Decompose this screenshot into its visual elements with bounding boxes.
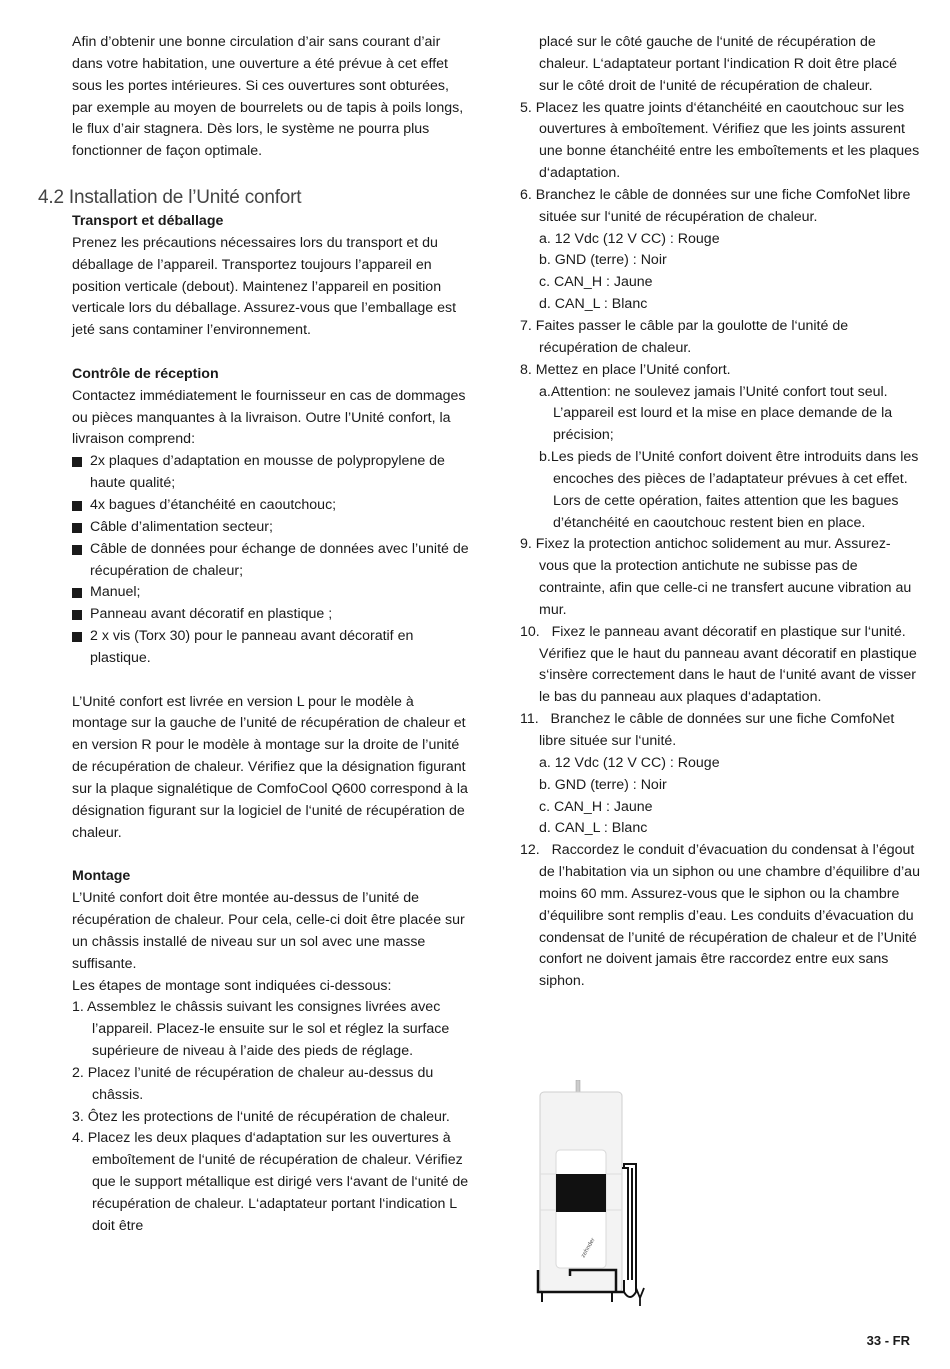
unit-illustration	[520, 1080, 660, 1310]
step-item: 6. Branchez le câble de données sur une fiche ComfoNet libre située sur l‘unité de récupération de chaleur.	[520, 186, 911, 225]
right-column	[520, 32, 920, 993]
bullet-square-icon	[72, 457, 82, 467]
bullet-square-icon	[72, 545, 82, 555]
section-heading: 4.2 Installation de l’Unité confort	[38, 187, 302, 208]
list-item: Panneau avant décoratif en plastique ;	[72, 604, 472, 626]
left-column	[72, 32, 472, 163]
list-item: 4x bagues d’étanchéité en caoutchouc;	[72, 495, 472, 517]
reception-text: Contactez immédiatement le fournisseur en cas de dommages ou pièces manquantes à la livraison. Outre l’Unité confort, la livraison comprend:	[72, 387, 466, 448]
step-item: 9. Fixez la protection antichoc solidement au mur. Assurez-vous que la protection antichute ne subisse pas de contrainte, afin que celle-ci ne transfert aucune vibration au mur.	[520, 536, 912, 618]
list-item: Câble d’alimentation secteur;	[72, 517, 472, 539]
sub-item: c. CAN_H : Jaune	[539, 798, 653, 815]
sub-item: a.Attention: ne soulevez jamais l’Unité confort tout seul. L’appareil est lourd et la mise en place demande de la précision;	[539, 383, 893, 444]
sub-item: b.Les pieds de l’Unité confort doivent être introduits dans les encoches des pièces de l’adaptateur prévues à cet effet. Lors de cette opération, faites attention que les bagues d’étanchéité en caoutchouc restent bien en place.	[539, 449, 919, 531]
step-item: 12. Raccordez le conduit d’évacuation du condensat à l’égout de l’habitation via un siphon ou une chambre d’équilibre d’au moins 60 mm. Assurez-vous que le siphon ou la chambre d’équilibre sont remplis d’eau. Les conduits d’évacuation du condensat de l’unité de récupération de chaleur et de l’Unité confort ne doivent jamais être raccordez entre eux sans siphon.	[520, 842, 920, 990]
intro-paragraph: Afin d’obtenir une bonne circulation d’air sans courant d’air dans votre habitation, une ouverture a été prévue à cet effet sous les portes intérieures. Si ces ouvertures sont obturées, par exemple au moyen de bourrelets ou de tapis à poils longs, le flux d’air stagnera. Dès lors, le système ne pourra plus fonctionner de façon optimale.	[72, 34, 464, 160]
montage-text: L’Unité confort doit être montée au-dessus de l’unité de récupération de chaleur. Pour cela, celle-ci doit être placée sur un châssis installé de niveau sur un sol avec une masse suffisante.	[72, 890, 465, 972]
reception-title: Contrôle de réception	[72, 365, 219, 382]
continuation-paragraph: placé sur le côté gauche de l‘unité de récupération de chaleur. L‘adaptateur portant l‘indication R doit être placé sur le côté droit de l‘unité de récupération de chaleur.	[539, 34, 898, 94]
sub-item: a. 12 Vdc (12 V CC) : Rouge	[539, 230, 720, 247]
step-item: 7. Faites passer le câble par la goulotte de l‘unité de récupération de chaleur.	[520, 317, 849, 356]
delivery-list	[72, 451, 472, 669]
transport-title: Transport et déballage	[72, 213, 224, 229]
sub-item: a. 12 Vdc (12 V CC) : Rouge	[539, 754, 720, 771]
list-item: Manuel;	[72, 582, 472, 604]
bullet-square-icon	[72, 501, 82, 511]
step-item: 4. Placez les deux plaques d‘adaptation sur les ouvertures à emboîtement de l‘unité de récupération de chaleur. Vérifiez que le support métallique est dirigé vers l‘avant de l‘unité de récupération de chaleur. L‘adaptateur portant l‘indication L doit être	[72, 1130, 469, 1234]
page-number: 33 - FR	[866, 1333, 910, 1348]
step-item: 5. Placez les quatre joints d‘étanchéité en caoutchouc sur les ouvertures à emboîtement. Vérifiez que les joints assurent une bonne étanchéité entre les emboîtements et les plaques d‘adaptation.	[520, 99, 920, 182]
step-item: 11. Branchez le câble de données sur une fiche ComfoNet libre située sur l‘unité.	[520, 711, 895, 749]
sub-item: b. GND (terre) : Noir	[539, 776, 667, 793]
sub-item: d. CAN_L : Blanc	[539, 296, 648, 313]
step-item: 1. Assemblez le châssis suivant les consignes livrées avec l’appareil. Placez-le ensuite sur le sol et réglez la surface supérieure de niveau à l’aide des pieds de réglage.	[72, 999, 450, 1060]
versions-paragraph: L’Unité confort est livrée en version L pour le modèle à montage sur la gauche de l’unité de récupération de chaleur et en version R pour le modèle à montage sur la droite de l’unité de récupération de chaleur. Vérifiez que la désignation figurant sur la plaque signalétique de ComfoCool Q600 correspond à la désignation figurant sur la logiciel de l‘unité de récupération de chaleur.	[72, 693, 468, 841]
list-item: 2x plaques d’adaptation en mousse de polypropylene de haute qualité;	[72, 451, 472, 495]
list-item: Câble de données pour échange de données avec l’unité de récupération de chaleur;	[72, 539, 472, 583]
bullet-square-icon	[72, 523, 82, 533]
steps-intro: Les étapes de montage sont indiquées ci-dessous:	[72, 977, 392, 994]
montage-title: Montage	[72, 868, 131, 885]
bullet-square-icon	[72, 610, 82, 620]
sub-item: c. CAN_H : Jaune	[539, 274, 653, 291]
left-column-body	[72, 211, 472, 1238]
step-item: 2. Placez l’unité de récupération de chaleur au-dessus du châssis.	[72, 1064, 434, 1103]
step-item: 10. Fixez le panneau avant décoratif en plastique sur l‘unité. Vérifiez que le haut du panneau avant décoratif en plastique s‘insère correctement dans le haut de l‘unité avant de visser le bas du panneau aux plaques d‘adaptation.	[520, 623, 917, 706]
list-item: 2 x vis (Torx 30) pour le panneau avant décoratif en plastique.	[72, 626, 472, 670]
step-item: 3. Ôtez les protections de l‘unité de récupération de chaleur.	[72, 1108, 450, 1125]
bullet-square-icon	[72, 632, 82, 642]
sub-item: b. GND (terre) : Noir	[539, 252, 667, 269]
sub-item: d. CAN_L : Blanc	[539, 820, 648, 837]
step-item: 8. Mettez en place l’Unité confort.	[520, 361, 731, 378]
bullet-square-icon	[72, 588, 82, 598]
svg-text:zehnder: zehnder	[580, 1237, 597, 1259]
transport-text: Prenez les précautions nécessaires lors du transport et du déballage de l’appareil. Transportez toujours l’appareil en position verticale (debout). Maintenez l’appareil en position verticale lors du déballage. Assurez-vous que l’emballage est jeté sans contaminer l’environnement.	[72, 234, 457, 339]
